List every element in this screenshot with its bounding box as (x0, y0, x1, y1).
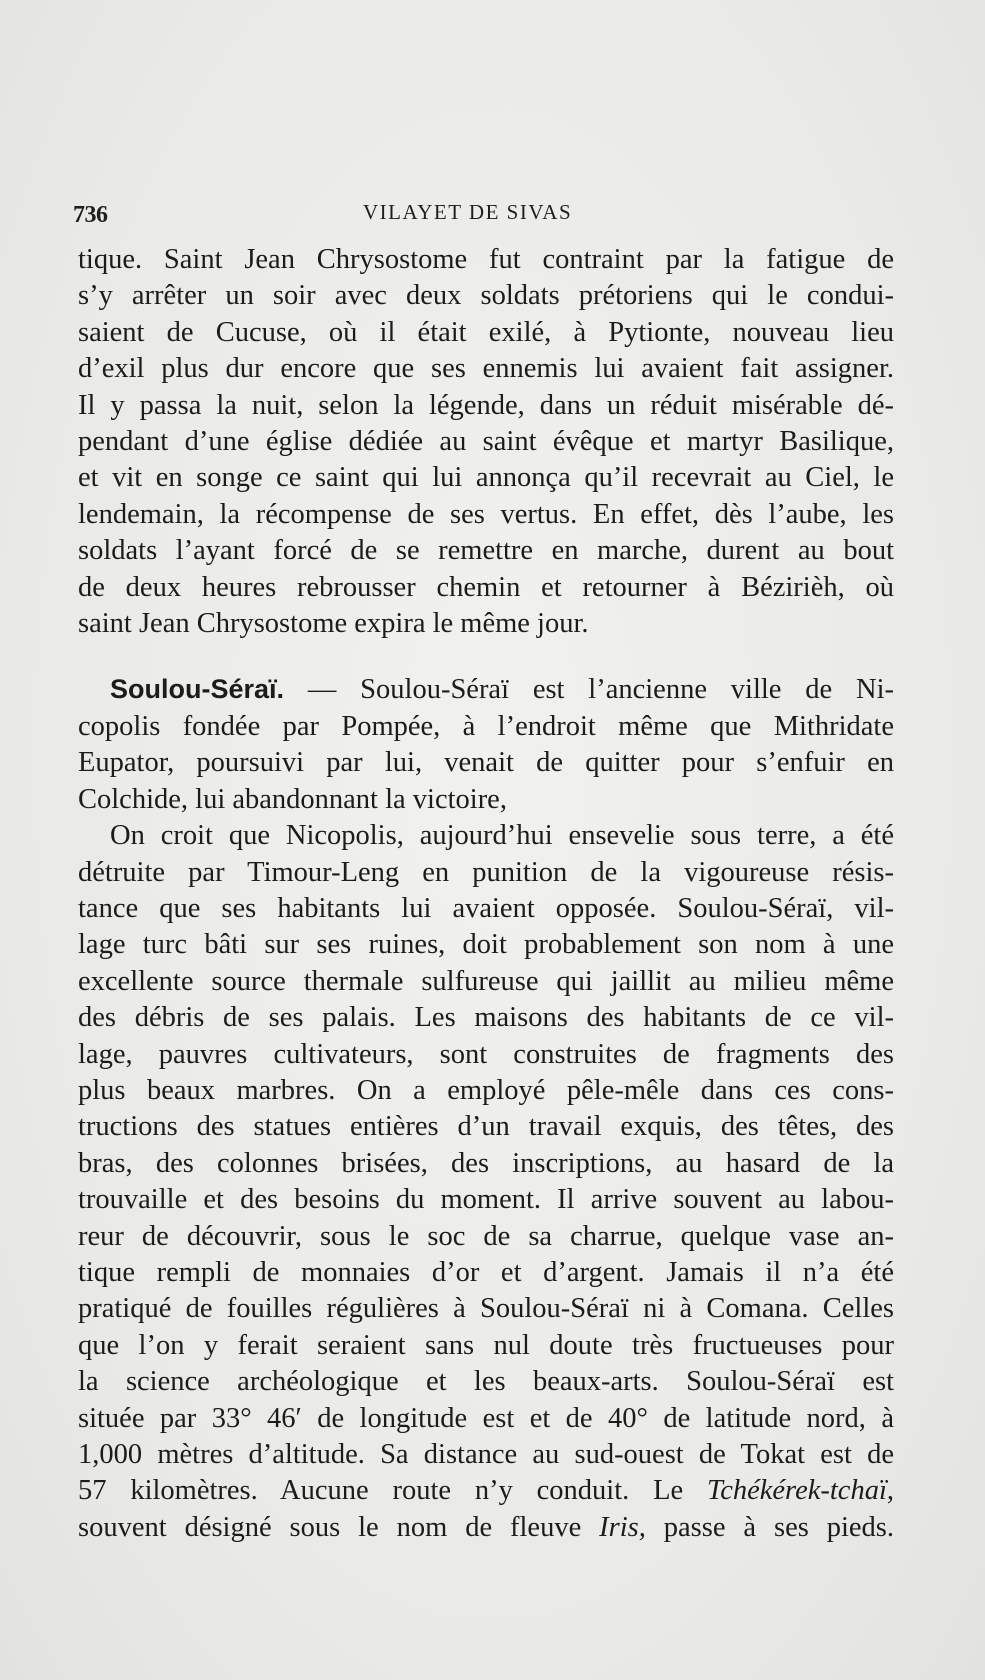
text-line: Eupator, poursuivi par lui, venait de quitter pour s’enfuir en (78, 747, 894, 779)
text-line: Colchide, lui abandonnant la victoire, (78, 783, 507, 815)
text-line: et vit en songe ce saint qui lui annonça qu’il recevrait au Ciel, le (78, 462, 894, 494)
text-line: détruite par Timour-Leng en punition de la vigoureuse résis- (78, 856, 894, 888)
text-line: pratiqué de fouilles régulières à Soulou-Séraï ni à Comana. Celles (78, 1293, 894, 1325)
text-line: Il y passa la nuit, selon la légende, dans un réduit misérable dé- (78, 389, 894, 421)
text-line: s’y arrêter un soir avec deux soldats prétoriens qui le condui- (78, 280, 894, 312)
text-line: bras, des colonnes brisées, des inscriptions, au hasard de la (78, 1147, 894, 1179)
text-line-with-italic (78, 1473, 894, 1509)
text-line: trouvaille et des besoins du moment. Il arrive souvent au labou- (78, 1184, 894, 1216)
body-text (78, 242, 894, 1546)
text-line: pendant d’une église dédiée au saint évêque et martyr Basilique, (78, 426, 894, 458)
italic-river-name: Tchékérek-tchaï (706, 1475, 887, 1507)
running-head: VILAYET DE SIVAS (363, 200, 573, 224)
page-header (73, 200, 895, 230)
paragraph-2 (78, 671, 894, 818)
section-heading: Soulou-Séraï. (110, 674, 285, 705)
text-fragment: 57 kilomètres. Aucune route n’y conduit. Le (78, 1475, 707, 1507)
text-line: lage turc bâti sur ses ruines, doit probablement son nom à une (78, 929, 894, 961)
text-line: tique rempli de monnaies d’or et d’argent. Jamais il n’a été (78, 1256, 894, 1288)
text-line: d’exil plus dur encore que ses ennemis lui avaient fait assigner. (78, 353, 894, 385)
text-line: la science archéologique et les beaux-arts. Soulou-Séraï est (78, 1366, 894, 1398)
text-line: tructions des statues entières d’un travail exquis, des têtes, des (78, 1111, 894, 1143)
text-line: excellente source thermale sulfureuse qui jaillit au milieu même (78, 965, 894, 997)
text-line: plus beaux marbres. On a employé pêle-mêle dans ces cons- (78, 1074, 894, 1106)
text-line: 1,000 mètres d’altitude. Sa distance au sud-ouest de Tokat est de (78, 1439, 894, 1470)
paragraph-3 (78, 818, 894, 1546)
text-line: tance que ses habitants lui avaient opposée. Soulou-Séraï, vil- (78, 892, 894, 924)
text-line: des débris de ses palais. Les maisons des habitants de ce vil- (78, 1002, 894, 1034)
text-line: saient de Cucuse, où il était exilé, à Pytionte, nouveau lieu (78, 316, 894, 348)
text-fragment: passe à ses pieds. (645, 1511, 894, 1543)
text-line: tique. Saint Jean Chrysostome fut contraint par la fatigue de (78, 244, 894, 275)
text-line: lage, pauvres cultivateurs, sont construites de fragments des (78, 1038, 894, 1070)
text-line-with-italic (78, 1510, 894, 1546)
paragraph-1 (78, 242, 894, 642)
text-line: soldats l’ayant forcé de se remettre en marche, durent au bout (78, 535, 894, 567)
text-line: de deux heures rebrousser chemin et retourner à Bézirièh, où (78, 571, 894, 603)
text-line-with-heading (78, 671, 894, 708)
italic-river-name: Iris, (599, 1511, 646, 1543)
text-fragment: souvent désigné sous le nom de fleuve (78, 1511, 600, 1543)
text-line: que l’on y ferait seraient sans nul doute très fructueuses pour (78, 1329, 894, 1361)
text-line: copolis fondée par Pompée, à l’endroit même que Mithridate (78, 710, 894, 742)
text-line: située par 33° 46′ de longitude est et de 40° de latitude nord, à (78, 1402, 894, 1434)
text-fragment: — Soulou-Séraï est l’ancienne ville de Ni- (284, 674, 894, 706)
text-line: On croit que Nicopolis, aujourd’hui ensevelie sous terre, a été (110, 820, 894, 852)
text-fragment: , (886, 1475, 894, 1507)
text-line: lendemain, la récompense de ses vertus. En effet, dès l’aube, les (78, 498, 894, 530)
text-line: reur de découvrir, sous le soc de sa charrue, quelque vase an- (78, 1220, 894, 1252)
page-number: 736 (73, 202, 108, 228)
text-line: saint Jean Chrysostome expira le même jour. (78, 608, 589, 640)
